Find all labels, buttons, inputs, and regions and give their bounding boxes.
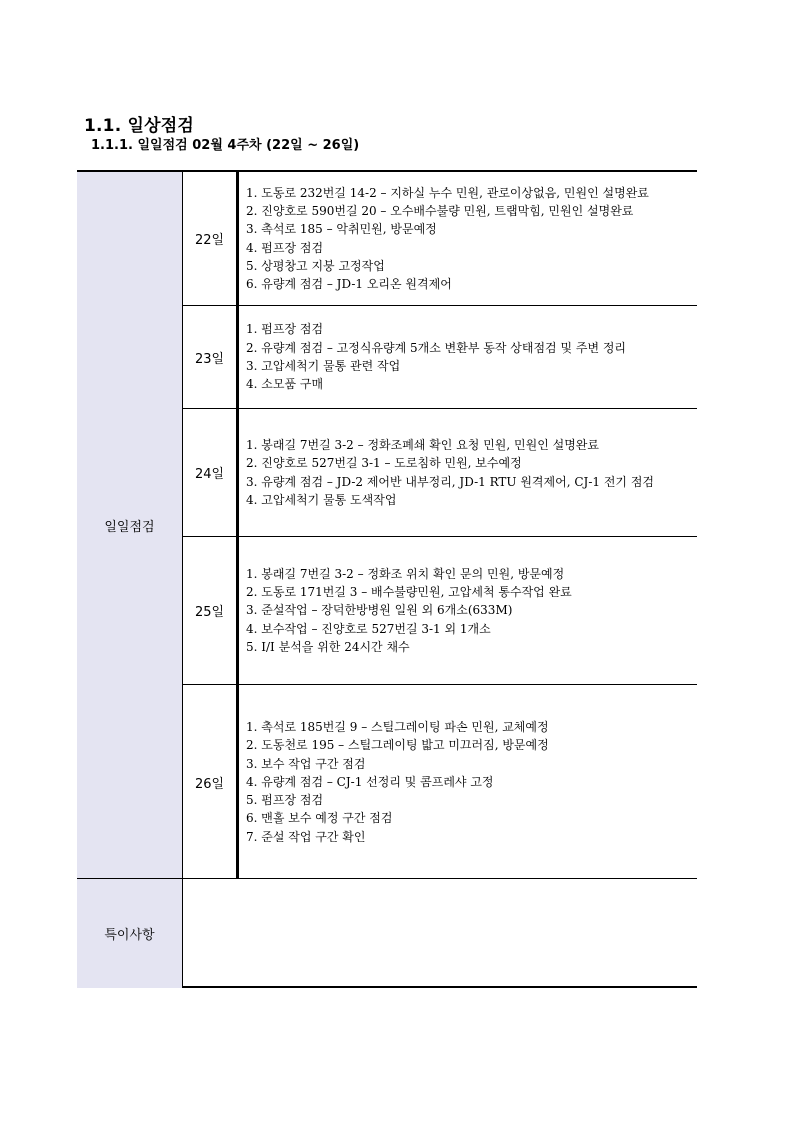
task-list-26 [246, 718, 549, 846]
task-item: 4. 유량계 점검 – CJ-1 선정리 및 콤프레샤 고정 [246, 774, 494, 789]
task-item: 3. 촉석로 185 – 악취민원, 방문예정 [246, 222, 437, 237]
day-label-24: 24일 [183, 409, 239, 536]
day-content-26 [239, 685, 697, 879]
special-notes-label: 특이사항 [77, 879, 183, 988]
subsection-heading: 1.1.1. 일일점검 02월 4주차 (22일 ~ 26일) [91, 138, 360, 153]
task-list-25 [246, 565, 572, 656]
task-item: 3. 유량계 점검 – JD-2 제어반 내부정리, JD-1 RTU 원격제어, CJ-1 전기 점검 [246, 474, 655, 489]
day-label-26: 26일 [183, 685, 239, 879]
task-item: 3. 준설작업 – 장덕한방병원 일원 외 6개소(633M) [246, 603, 513, 618]
day-content-25 [239, 537, 697, 684]
task-item: 4. 고압세척기 물통 도색작업 [246, 492, 397, 507]
day-content-22 [239, 172, 697, 305]
task-item: 2. 유량계 점검 – 고정식유량계 5개소 변환부 동작 상태점검 및 주변 정리 [246, 340, 627, 355]
task-item: 1. 봉래길 7번길 3-2 – 정화조폐쇄 확인 요청 민원, 민원인 설명완료 [246, 437, 599, 452]
day-content-24 [239, 409, 697, 536]
task-item: 6. 유량계 점검 – JD-1 오리온 원격제어 [246, 277, 452, 292]
task-item: 3. 고압세척기 물통 관련 작업 [246, 359, 401, 373]
task-item: 7. 준설 작업 구간 확인 [246, 829, 366, 844]
task-item: 1. 봉래길 7번길 3-2 – 정화조 위치 확인 문의 민원, 방문예정 [246, 566, 565, 581]
task-item: 4. 보수작업 – 진양호로 527번길 3-1 외 1개소 [246, 621, 491, 636]
task-item: 4. 소모품 구매 [246, 377, 324, 392]
task-item: 1. 펌프장 점검 [246, 322, 324, 337]
task-item: 1. 촉석로 185번길 9 – 스틸그레이팅 파손 민원, 교체예정 [246, 719, 549, 734]
task-item: 6. 맨홀 보수 예정 구간 점검 [246, 811, 393, 826]
task-item: 2. 진양호로 527번길 3-1 – 도로침하 민원, 보수예정 [246, 456, 522, 471]
task-list-23 [246, 320, 626, 393]
task-list-24 [246, 436, 654, 509]
task-item: 3. 보수 작업 구간 점검 [246, 756, 366, 771]
day-label-25: 25일 [183, 537, 239, 684]
day-content-23 [239, 306, 697, 408]
task-item: 5. 펌프장 점검 [246, 793, 324, 808]
special-notes-content [183, 879, 697, 988]
task-item: 5. I/I 분석을 위한 24시간 채수 [246, 639, 410, 654]
task-item: 2. 진양호로 590번길 20 – 오수배수불량 민원, 트랩막힘, 민원인 설명완료 [246, 203, 634, 218]
day-label-22: 22일 [183, 172, 239, 305]
daily-inspection-label: 일일점검 [77, 172, 183, 879]
task-list-22 [246, 184, 649, 294]
task-item: 1. 도동로 232번길 14-2 – 지하실 누수 민원, 관로이상없음, 민원인 설명완료 [246, 185, 649, 200]
section-heading: 1.1. 일상점검 [84, 116, 194, 136]
task-item: 2. 도동천로 195 – 스틸그레이팅 밟고 미끄러짐, 방문예정 [246, 738, 549, 753]
task-item: 4. 펌프장 점검 [246, 240, 324, 255]
daily-inspection-table [77, 170, 697, 988]
task-item: 2. 도동로 171번길 3 – 배수불량민원, 고압세척 통수작업 완료 [246, 585, 572, 600]
day-label-23: 23일 [183, 306, 239, 408]
task-item: 5. 상평창고 지붕 고정작업 [246, 258, 385, 273]
